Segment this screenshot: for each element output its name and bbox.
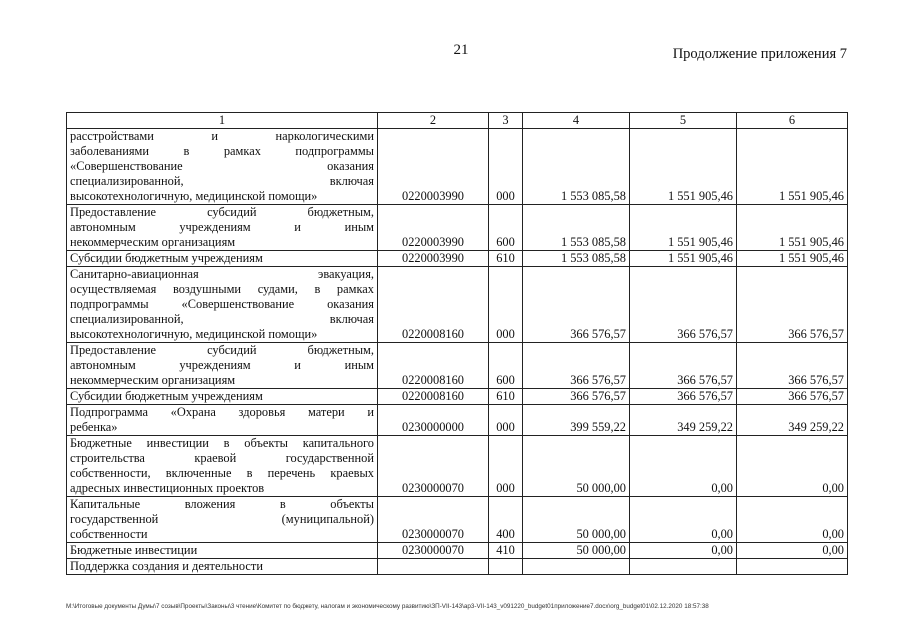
column-header-4: 4 xyxy=(523,113,630,129)
expense-type-cell: 600 xyxy=(489,343,523,389)
expense-name-cell xyxy=(67,497,378,543)
expense-name-cell xyxy=(67,343,378,389)
amount-year1-cell: 1 553 085,58 xyxy=(523,251,630,267)
amount-year3-cell: 1 551 905,46 xyxy=(737,129,848,205)
expense-name-line: высокотехнологичную, медицинской помощи» xyxy=(70,327,318,341)
expense-type-cell: 000 xyxy=(489,267,523,343)
expense-name-line: специализированной, включая xyxy=(70,312,374,326)
budget-table-body xyxy=(67,113,848,575)
amount-year2-cell: 366 576,57 xyxy=(630,343,737,389)
amount-year2-cell xyxy=(630,559,737,575)
column-number-row xyxy=(67,113,848,129)
expense-name-line: заболеваниями в рамках подпрограммы xyxy=(70,144,374,158)
expense-name-cell xyxy=(67,543,378,559)
continuation-label: Продолжение приложения 7 xyxy=(672,46,847,62)
amount-year1-cell: 366 576,57 xyxy=(523,267,630,343)
amount-year1-cell: 50 000,00 xyxy=(523,543,630,559)
expense-type-cell: 610 xyxy=(489,251,523,267)
target-article-cell: 0230000070 xyxy=(378,543,489,559)
amount-year1-cell xyxy=(523,559,630,575)
expense-name-cell xyxy=(67,389,378,405)
target-article-cell: 0220008160 xyxy=(378,389,489,405)
target-article-cell xyxy=(378,559,489,575)
amount-year3-cell: 1 551 905,46 xyxy=(737,251,848,267)
table-row xyxy=(67,251,848,267)
expense-name-cell xyxy=(67,251,378,267)
expense-name-line: подпрограммы «Совершенствование оказания xyxy=(70,297,374,311)
expense-name-line: Бюджетные инвестиции в объекты капитального xyxy=(70,436,374,450)
expense-name-cell xyxy=(67,436,378,497)
amount-year1-cell: 366 576,57 xyxy=(523,343,630,389)
expense-name-line: некоммерческим организациям xyxy=(70,235,236,249)
amount-year3-cell: 366 576,57 xyxy=(737,267,848,343)
page-number: 21 xyxy=(453,42,469,58)
expense-name-line: Субсидии бюджетным учреждениям xyxy=(70,389,263,403)
amount-year1-cell: 1 553 085,58 xyxy=(523,129,630,205)
expense-name-line: Субсидии бюджетным учреждениям xyxy=(70,251,263,265)
expense-name-line: специализированной, включая xyxy=(70,174,374,188)
amount-year1-cell: 1 553 085,58 xyxy=(523,205,630,251)
expense-type-cell: 600 xyxy=(489,205,523,251)
expense-name-line: Подпрограмма «Охрана здоровья матери и xyxy=(70,405,374,419)
target-article-cell: 0220003990 xyxy=(378,251,489,267)
expense-name-cell xyxy=(67,559,378,575)
amount-year1-cell: 50 000,00 xyxy=(523,497,630,543)
table-row xyxy=(67,543,848,559)
amount-year2-cell: 0,00 xyxy=(630,497,737,543)
expense-name-line: автономным учреждениям и иным xyxy=(70,220,374,234)
table-row xyxy=(67,205,848,251)
expense-name-line: ребенка» xyxy=(70,420,118,434)
amount-year2-cell: 1 551 905,46 xyxy=(630,205,737,251)
amount-year2-cell: 0,00 xyxy=(630,543,737,559)
amount-year1-cell: 399 559,22 xyxy=(523,405,630,436)
target-article-cell: 0220003990 xyxy=(378,129,489,205)
expense-name-line: расстройствами и наркологическими xyxy=(70,129,374,143)
column-header-6: 6 xyxy=(737,113,848,129)
table-row xyxy=(67,343,848,389)
table-row xyxy=(67,559,848,575)
expense-name-line: Предоставление субсидий бюджетным, xyxy=(70,343,374,357)
column-header-3: 3 xyxy=(489,113,523,129)
expense-name-line: «Совершенствование оказания xyxy=(70,159,374,173)
amount-year3-cell: 0,00 xyxy=(737,543,848,559)
expense-type-cell: 400 xyxy=(489,497,523,543)
expense-name-line: осуществляемая воздушными судами, в рамках xyxy=(70,282,374,296)
expense-type-cell: 410 xyxy=(489,543,523,559)
amount-year3-cell: 0,00 xyxy=(737,497,848,543)
target-article-cell: 0230000070 xyxy=(378,497,489,543)
expense-name-line: государственной (муниципальной) xyxy=(70,512,374,526)
amount-year2-cell: 366 576,57 xyxy=(630,267,737,343)
expense-name-line: адресных инвестиционных проектов xyxy=(70,481,265,495)
amount-year2-cell: 366 576,57 xyxy=(630,389,737,405)
amount-year3-cell: 366 576,57 xyxy=(737,343,848,389)
expense-name-cell xyxy=(67,267,378,343)
table-row xyxy=(67,389,848,405)
table-row xyxy=(67,405,848,436)
target-article-cell: 0230000000 xyxy=(378,405,489,436)
expense-name-line: собственности, включенные в перечень краевых xyxy=(70,466,374,480)
target-article-cell: 0230000070 xyxy=(378,436,489,497)
expense-name-line: Капитальные вложения в объекты xyxy=(70,497,374,511)
table-row xyxy=(67,497,848,543)
amount-year2-cell: 349 259,22 xyxy=(630,405,737,436)
amount-year3-cell: 1 551 905,46 xyxy=(737,205,848,251)
table-row xyxy=(67,436,848,497)
amount-year2-cell: 1 551 905,46 xyxy=(630,251,737,267)
expense-name-line: Санитарно-авиационная эвакуация, xyxy=(70,267,374,281)
table-row xyxy=(67,129,848,205)
document-path-footer: M:\Итоговые документы Думы\7 созыв\Проекты\Законы\3 чтение\Комитет по бюджету, налогам и экономическому развитию\ЗП-VII-143\ap3-VII-143_v091220_budget01приложение7.docx\org_budget01\02.12.2020 18:57:38 xyxy=(66,603,709,610)
amount-year2-cell: 1 551 905,46 xyxy=(630,129,737,205)
expense-name-cell xyxy=(67,405,378,436)
amount-year3-cell: 0,00 xyxy=(737,436,848,497)
expense-type-cell: 610 xyxy=(489,389,523,405)
expense-type-cell xyxy=(489,559,523,575)
budget-table xyxy=(66,112,848,575)
target-article-cell: 0220003990 xyxy=(378,205,489,251)
expense-type-cell: 000 xyxy=(489,129,523,205)
target-article-cell: 0220008160 xyxy=(378,343,489,389)
column-header-5: 5 xyxy=(630,113,737,129)
expense-name-line: некоммерческим организациям xyxy=(70,373,236,387)
expense-name-cell xyxy=(67,205,378,251)
expense-name-line: собственности xyxy=(70,527,148,541)
expense-name-line: Предоставление субсидий бюджетным, xyxy=(70,205,374,219)
expense-name-line: автономным учреждениям и иным xyxy=(70,358,374,372)
amount-year2-cell: 0,00 xyxy=(630,436,737,497)
amount-year3-cell xyxy=(737,559,848,575)
column-header-2: 2 xyxy=(378,113,489,129)
expense-type-cell: 000 xyxy=(489,405,523,436)
expense-name-cell xyxy=(67,129,378,205)
expense-name-line: Поддержка создания и деятельности xyxy=(70,559,263,573)
expense-name-line: высокотехнологичную, медицинской помощи» xyxy=(70,189,318,203)
expense-name-line: Бюджетные инвестиции xyxy=(70,543,198,557)
amount-year3-cell: 366 576,57 xyxy=(737,389,848,405)
column-header-1: 1 xyxy=(67,113,378,129)
amount-year3-cell: 349 259,22 xyxy=(737,405,848,436)
expense-type-cell: 000 xyxy=(489,436,523,497)
amount-year1-cell: 366 576,57 xyxy=(523,389,630,405)
amount-year1-cell: 50 000,00 xyxy=(523,436,630,497)
target-article-cell: 0220008160 xyxy=(378,267,489,343)
table-row xyxy=(67,267,848,343)
expense-name-line: строительства краевой государственной xyxy=(70,451,374,465)
